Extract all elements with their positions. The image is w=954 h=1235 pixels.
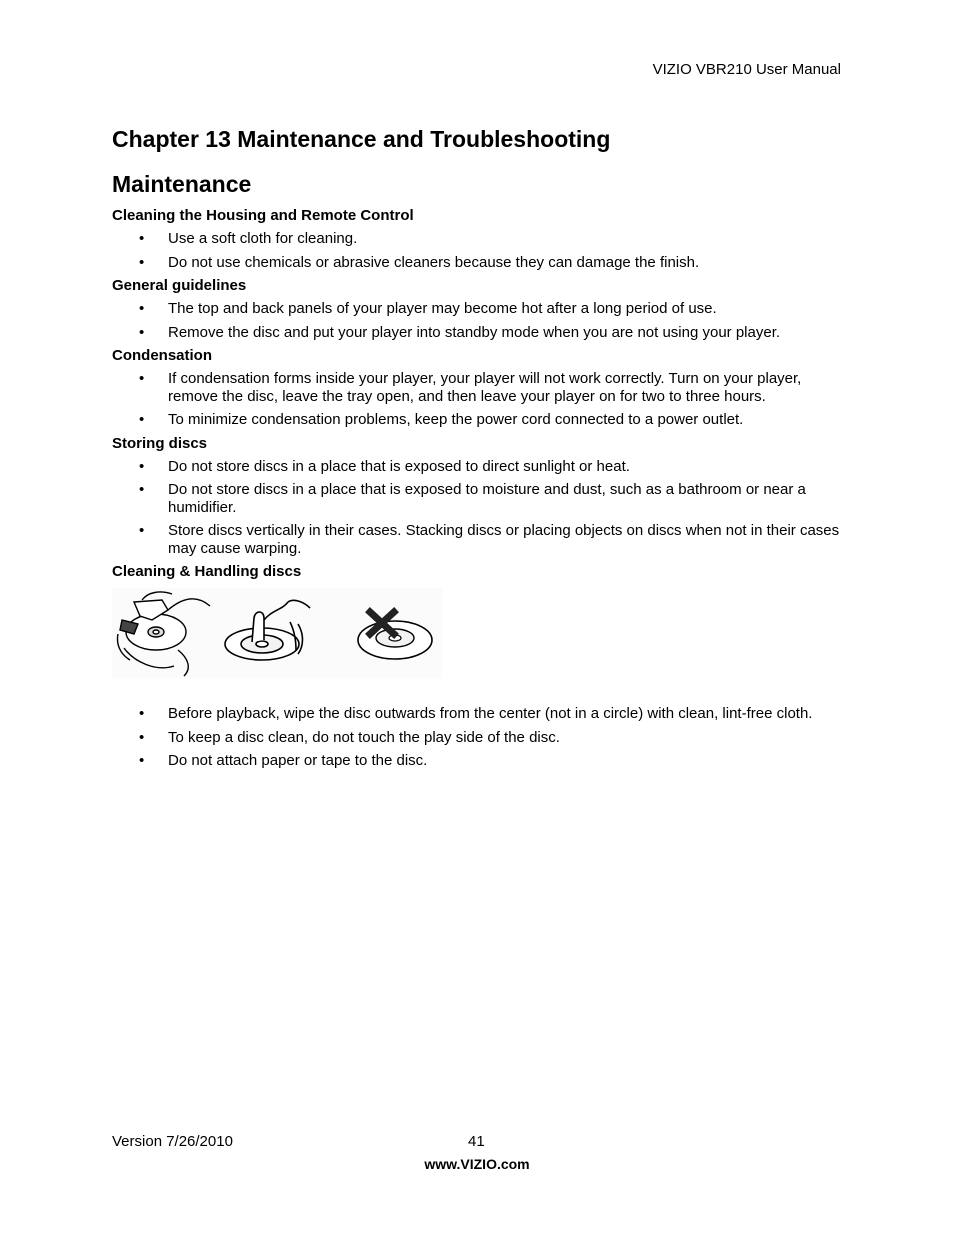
website-link[interactable]: www.VIZIO.com: [424, 1156, 530, 1172]
list-item: • Do not store discs in a place that is exposed to direct sunlight or heat.: [112, 458, 842, 476]
subsection-heading: Storing discs: [112, 434, 208, 452]
list-item: • Remove the disc and put your player into standby mode when you are not using your player.: [112, 324, 842, 342]
chapter-title: Chapter 13 Maintenance and Troubleshooting: [112, 126, 611, 152]
maintenance-content: [112, 207, 842, 586]
handling-list-container: [112, 705, 852, 776]
subsection-heading: Cleaning & Handling discs: [112, 563, 302, 580]
bullet-list: [112, 300, 842, 341]
page-number: 41: [468, 1133, 485, 1150]
subsection-heading: Cleaning the Housing and Remote Control: [112, 207, 414, 224]
list-item: • Before playback, wipe the disc outwards from the center (not in a circle) with clean, lint-free cloth.: [112, 705, 852, 723]
bullet-list: [112, 370, 842, 429]
section-title: Maintenance: [112, 171, 252, 197]
list-item: • Use a soft cloth for cleaning.: [112, 230, 842, 248]
list-item: • To keep a disc clean, do not touch the play side of the disc.: [112, 729, 852, 747]
subsection-heading: Condensation: [112, 347, 212, 364]
version-label: Version 7/26/2010: [112, 1133, 233, 1150]
subsection-heading: General guidelines: [112, 277, 247, 294]
bullet-list: [112, 458, 842, 558]
list-item: • To minimize condensation problems, keep the power cord connected to a power outlet.: [112, 411, 842, 429]
bullet-list: [112, 230, 842, 271]
bullet-list: [112, 705, 852, 770]
list-item: • The top and back panels of your player may become hot after a long period of use.: [112, 300, 842, 318]
list-item: • If condensation forms inside your player, your player will not work correctly. Turn on your player, remove the disc, leave the tray open, and then leave your player on for two to three hours.: [112, 370, 842, 405]
list-item: • Do not use chemicals or abrasive cleaners because they can damage the finish.: [112, 254, 842, 272]
disc-handling-illustration: [112, 588, 442, 678]
list-item: • Do not attach paper or tape to the disc.: [112, 752, 852, 770]
manual-title: VIZIO VBR210 User Manual: [652, 61, 841, 78]
list-item: • Store discs vertically in their cases. Stacking discs or placing objects on discs when not in their cases may cause warping.: [112, 522, 842, 557]
list-item: • Do not store discs in a place that is exposed to moisture and dust, such as a bathroom or near a humidifier.: [112, 481, 842, 516]
